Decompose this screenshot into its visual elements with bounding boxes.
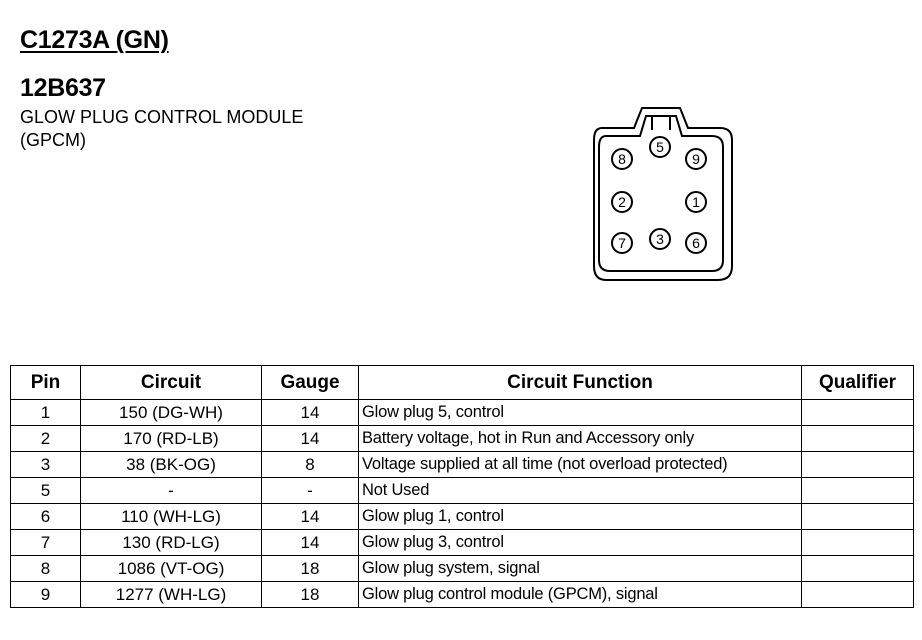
gauge-cell: 8 (262, 452, 359, 478)
qualifier-cell (802, 400, 914, 426)
function-cell: Glow plug 1, control (359, 504, 802, 530)
module-description (20, 106, 303, 152)
pin-1-label: 1 (692, 194, 700, 210)
connector-id: C1273A (GN) (20, 26, 169, 54)
gauge-cell: 14 (262, 400, 359, 426)
pin-8-label: 8 (618, 151, 626, 167)
qualifier-cell (802, 478, 914, 504)
table-row (11, 400, 914, 426)
gauge-cell: 18 (262, 556, 359, 582)
header-circuit: Circuit (81, 366, 262, 400)
header-qualifier: Qualifier (802, 366, 914, 400)
connector-face-diagram (586, 100, 736, 286)
function-cell: Glow plug system, signal (359, 556, 802, 582)
gauge-cell: 14 (262, 426, 359, 452)
table-row (11, 556, 914, 582)
part-number: 12B637 (20, 74, 106, 102)
pin-2-label: 2 (618, 194, 626, 210)
function-cell: Voltage supplied at all time (not overload protected) (359, 452, 802, 478)
pin-cell: 1 (11, 400, 81, 426)
pin-cell: 2 (11, 426, 81, 452)
qualifier-cell (802, 582, 914, 608)
table-row (11, 530, 914, 556)
table-row (11, 582, 914, 608)
pin-5-label: 5 (656, 139, 664, 155)
pin-9-label: 9 (692, 151, 700, 167)
header-pin: Pin (11, 366, 81, 400)
pin-cell: 9 (11, 582, 81, 608)
circuit-cell: 1086 (VT-OG) (81, 556, 262, 582)
circuit-cell: 110 (WH-LG) (81, 504, 262, 530)
gauge-cell: 18 (262, 582, 359, 608)
header-gauge: Gauge (262, 366, 359, 400)
function-cell: Glow plug 3, control (359, 530, 802, 556)
circuit-cell: 150 (DG-WH) (81, 400, 262, 426)
function-cell: Not Used (359, 478, 802, 504)
pin-7-label: 7 (618, 235, 626, 251)
qualifier-cell (802, 556, 914, 582)
pin-cell: 5 (11, 478, 81, 504)
pin-3-label: 3 (656, 231, 664, 247)
qualifier-cell (802, 452, 914, 478)
table-header-row (11, 366, 914, 400)
gauge-cell: - (262, 478, 359, 504)
qualifier-cell (802, 504, 914, 530)
pin-cell: 3 (11, 452, 81, 478)
function-cell: Glow plug 5, control (359, 400, 802, 426)
pin-cell: 7 (11, 530, 81, 556)
pin-cell: 6 (11, 504, 81, 530)
table-row (11, 452, 914, 478)
qualifier-cell (802, 530, 914, 556)
module-name: GLOW PLUG CONTROL MODULE (20, 107, 304, 127)
gauge-cell: 14 (262, 530, 359, 556)
circuit-cell: - (81, 478, 262, 504)
table-row (11, 478, 914, 504)
gauge-cell: 14 (262, 504, 359, 530)
circuit-cell: 130 (RD-LG) (81, 530, 262, 556)
table-row (11, 426, 914, 452)
header-circuit-function: Circuit Function (359, 366, 802, 400)
table-row (11, 504, 914, 530)
function-cell: Glow plug control module (GPCM), signal (359, 582, 802, 608)
function-cell: Battery voltage, hot in Run and Accessory only (359, 426, 802, 452)
pinout-table (10, 365, 914, 608)
circuit-cell: 38 (BK-OG) (81, 452, 262, 478)
pin-6-label: 6 (692, 235, 700, 251)
qualifier-cell (802, 426, 914, 452)
module-abbreviation: (GPCM) (20, 130, 86, 150)
pin-cell: 8 (11, 556, 81, 582)
circuit-cell: 170 (RD-LB) (81, 426, 262, 452)
circuit-cell: 1277 (WH-LG) (81, 582, 262, 608)
